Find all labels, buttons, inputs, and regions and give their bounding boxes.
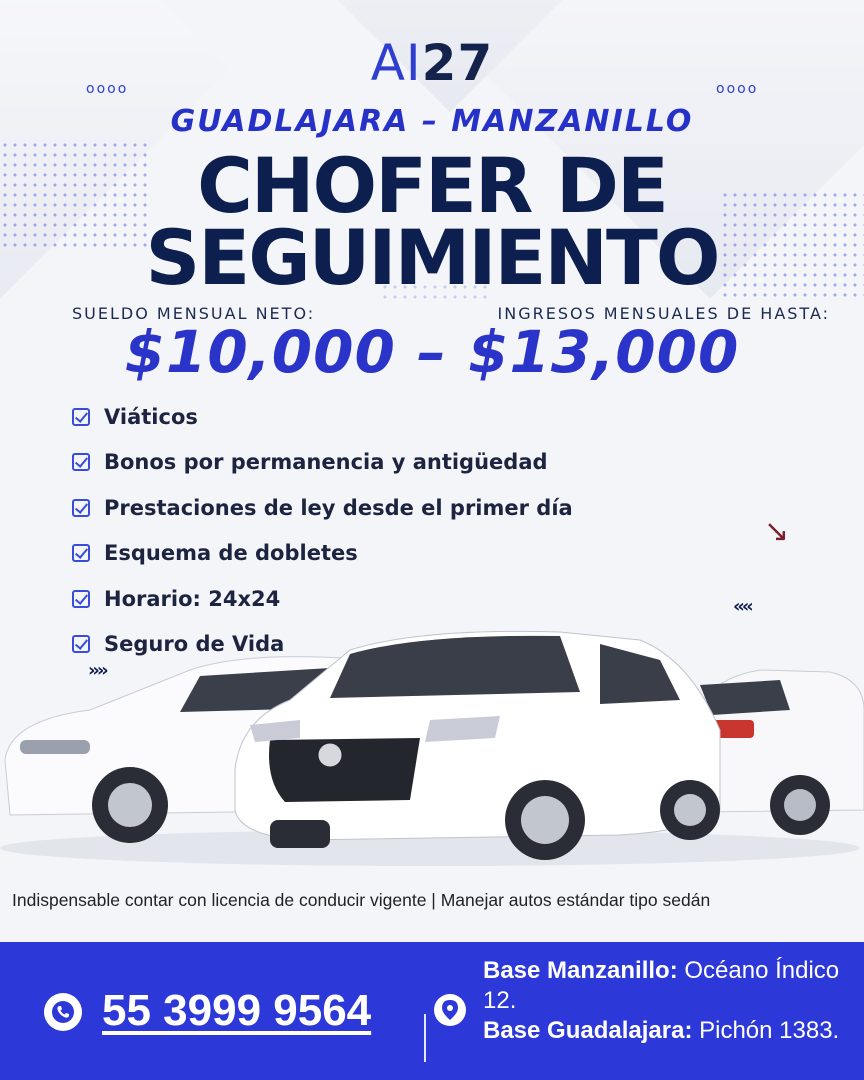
chevrons-right-icon: ›››› xyxy=(88,660,106,681)
base1-address: Océano Índico 12. xyxy=(483,957,840,1014)
route-heading: GUADLAJARA – MANZANILLO xyxy=(170,104,694,139)
salary-range: $10,000 – $13,000 xyxy=(124,318,740,386)
arrow-down-right-icon: ↘ xyxy=(764,514,790,549)
contact-footer xyxy=(0,942,864,1080)
salary-label-max: INGRESOS MENSUALES DE HASTA: xyxy=(497,304,830,323)
benefit-text: Bonos por permanencia y antigüedad xyxy=(104,450,548,475)
list-item xyxy=(72,531,573,577)
list-item xyxy=(72,576,573,622)
chevrons-left-icon: ‹‹‹‹ xyxy=(733,596,751,617)
divider xyxy=(424,1014,426,1062)
cars-illustration xyxy=(0,620,864,880)
requirements-note: Indispensable contar con licencia de conducir vigente | Manejar autos estándar tipo sedán xyxy=(12,890,711,910)
checkbox-icon xyxy=(72,544,90,562)
checkbox-icon xyxy=(72,590,90,608)
job-title xyxy=(0,141,864,302)
benefit-text: Seguro de Vida xyxy=(104,632,285,657)
checkbox-icon xyxy=(72,499,90,517)
benefit-text: Esquema de dobletes xyxy=(104,541,358,566)
decor-circles-right: oooo xyxy=(716,81,759,97)
checkbox-icon xyxy=(72,453,90,471)
salary-label-net: SUELDO MENSUAL NETO: xyxy=(72,304,316,323)
phone-number-link[interactable]: 55 3999 9564 xyxy=(102,986,372,1035)
logo-number: 27 xyxy=(421,34,494,92)
decor-circles-left: oooo xyxy=(86,81,129,97)
list-item xyxy=(72,485,573,531)
logo-prefix: AI xyxy=(370,34,422,92)
base2-label: Base Guadalajara: xyxy=(483,1017,693,1044)
list-item xyxy=(72,394,573,440)
job-title-line1: CHOFER DE xyxy=(197,141,667,230)
benefit-text: Prestaciones de ley desde el primer día xyxy=(104,495,573,520)
benefit-text: Viáticos xyxy=(104,404,198,429)
benefit-text: Horario: 24x24 xyxy=(104,586,281,611)
base1-label: Base Manzanillo: xyxy=(483,957,678,984)
base2-address: Pichón 1383. xyxy=(692,1017,840,1044)
job-title-line2: SEGUIMIENTO xyxy=(145,213,719,302)
phone-icon xyxy=(44,993,82,1031)
location-pin-icon xyxy=(434,994,466,1026)
addresses xyxy=(483,956,843,1046)
checkbox-icon xyxy=(72,408,90,426)
list-item xyxy=(72,440,573,486)
